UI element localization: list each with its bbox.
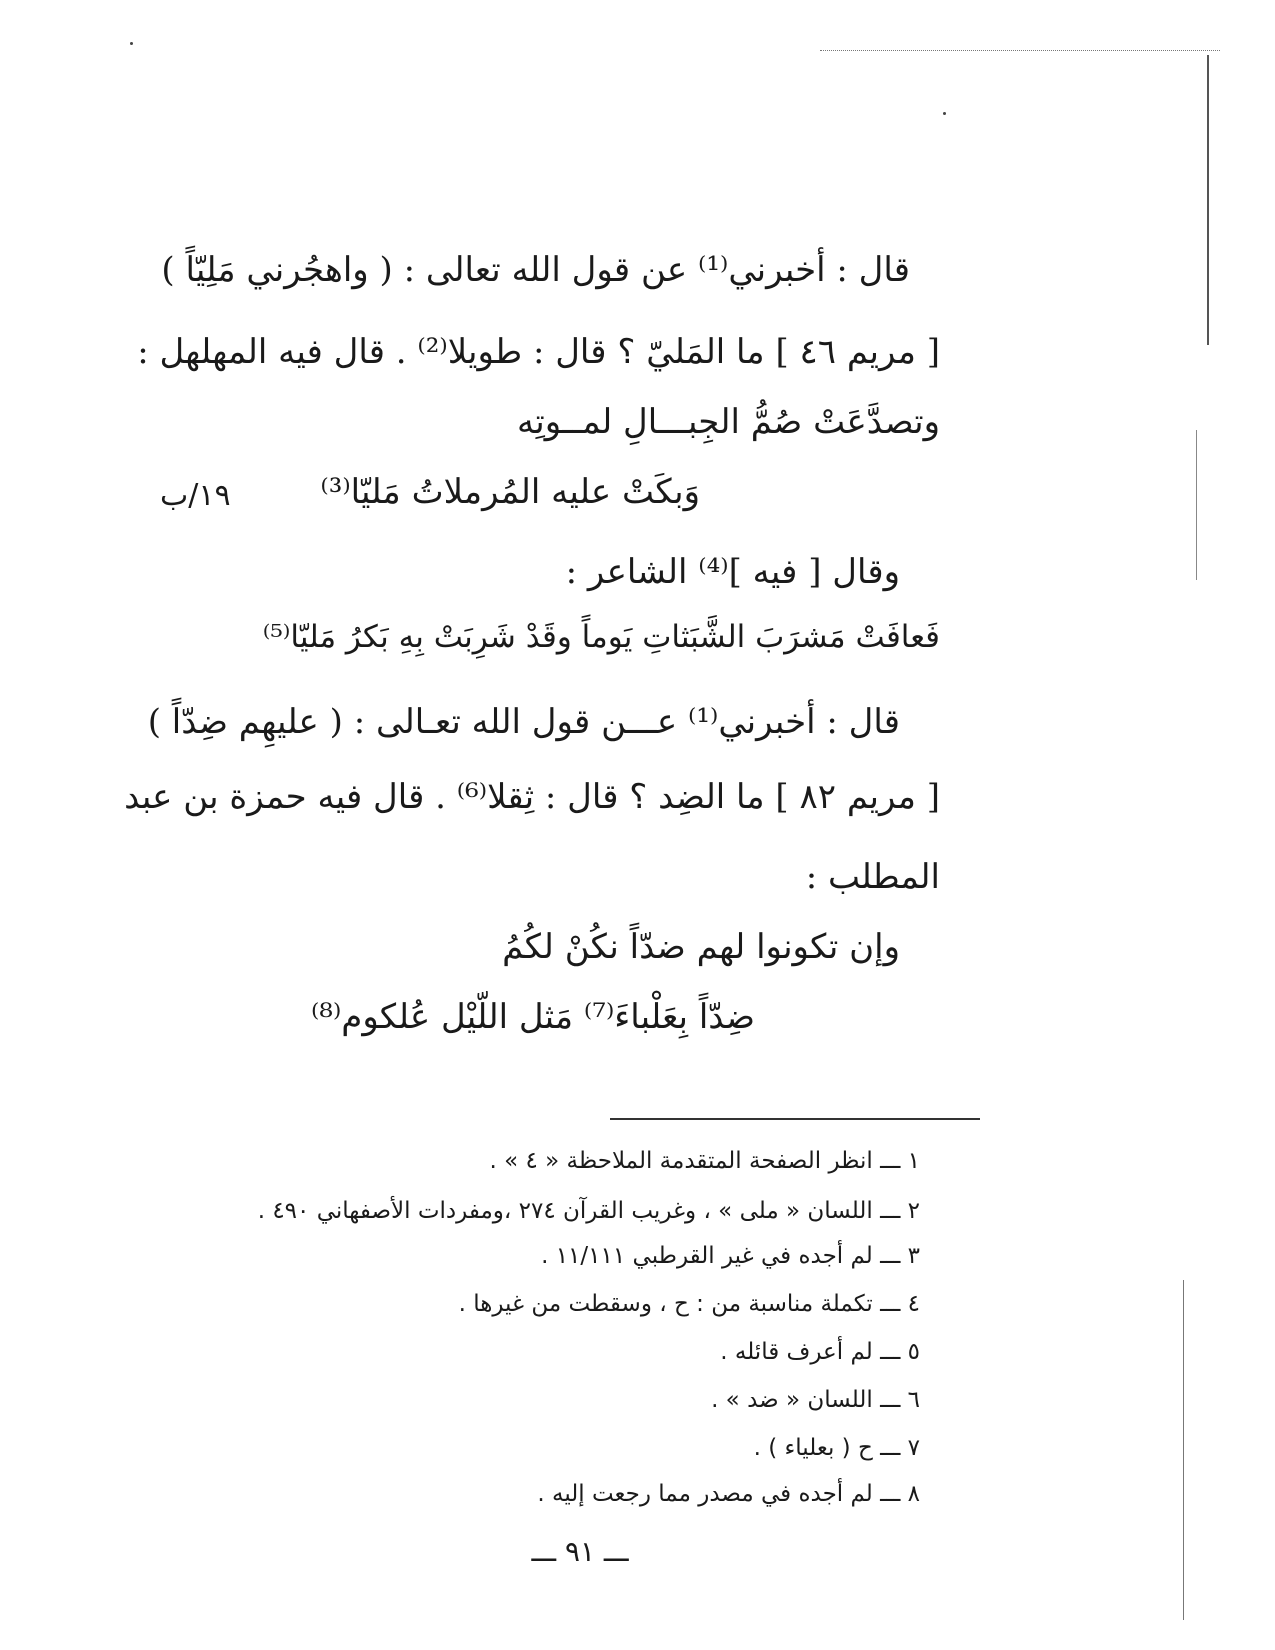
scan-border-line [820, 50, 1220, 51]
body-line-5: وقال [ فيه ]⁽⁴⁾ الشاعر : [565, 552, 900, 592]
verse-line-4: وإن تكونوا لهم ضدّاً نكُنْ لكُمُ [502, 927, 900, 967]
body-line-9: المطلب : [805, 857, 940, 897]
scan-speck [943, 112, 946, 115]
body-line-7: قال : أخبرني⁽¹⁾ عـــن قول الله تعـالى : ( عليهِم ضِدّاً ) [147, 702, 900, 742]
margin-folio-reference: ١٩/ب [160, 478, 231, 513]
footnote-7: ٧ ـــ ح ( بعلياء ) . [753, 1435, 920, 1461]
footnote-8: ٨ ـــ لم أجده في مصدر مما رجعت إليه . [537, 1481, 920, 1507]
footnote-separator [610, 1118, 980, 1120]
footnote-4: ٤ ـــ تكملة مناسبة من : ح ، وسقطت من غيرها . [458, 1291, 920, 1317]
scan-edge-line [1207, 55, 1209, 345]
footnote-1: ١ ـــ انظر الصفحة المتقدمة الملاحظة « ٤ » . [489, 1148, 920, 1174]
body-line-1: قال : أخبرني⁽¹⁾ عن قول الله تعالى : ( واهجُرني مَلِيّاً ) [161, 250, 910, 290]
footnote-2: ٢ ـــ اللسان « ملى » ، وغريب القرآن ٢٧٤ ،ومفردات الأصفهاني ٤٩٠ . [257, 1198, 920, 1224]
scan-edge-line [1183, 1280, 1184, 1620]
page-number: ـــ ٩١ ـــ [531, 1535, 629, 1568]
scan-edge-line [1196, 430, 1197, 580]
scan-speck [130, 42, 133, 45]
verse-line-1: وتصدَّعَتْ صُمُّ الجِبـــالِ لمــوتِه [517, 402, 940, 442]
verse-line-3: فَعافَتْ مَشرَبَ الشَّبَثاتِ يَوماً وقَدْ شَرِبَتْ بِهِ بَكرُ مَليّا⁽⁵⁾ [262, 619, 940, 655]
body-line-2: [ مريم ٤٦ ] ما المَليّ ؟ قال : طويلا⁽²⁾ . قال فيه المهلهل : [137, 332, 940, 372]
footnote-5: ٥ ـــ لم أعرف قائله . [720, 1339, 920, 1365]
verse-line-5: ضِدّاً بِعَلْباءَ⁽⁷⁾ مَثل اللّيْل عُلكوم⁽⁸⁾ [310, 997, 755, 1037]
footnote-6: ٦ ـــ اللسان « ضد » . [711, 1387, 920, 1413]
footnote-3: ٣ ـــ لم أجده في غير القرطبي ١١/١١١ . [541, 1243, 920, 1269]
body-line-8: [ مريم ٨٢ ] ما الضِد ؟ قال : ثِقلا⁽⁶⁾ . قال فيه حمزة بن عبد [124, 777, 940, 817]
verse-line-2: وَبكَتْ عليه المُرملاتُ مَليّا⁽³⁾ [320, 472, 700, 512]
